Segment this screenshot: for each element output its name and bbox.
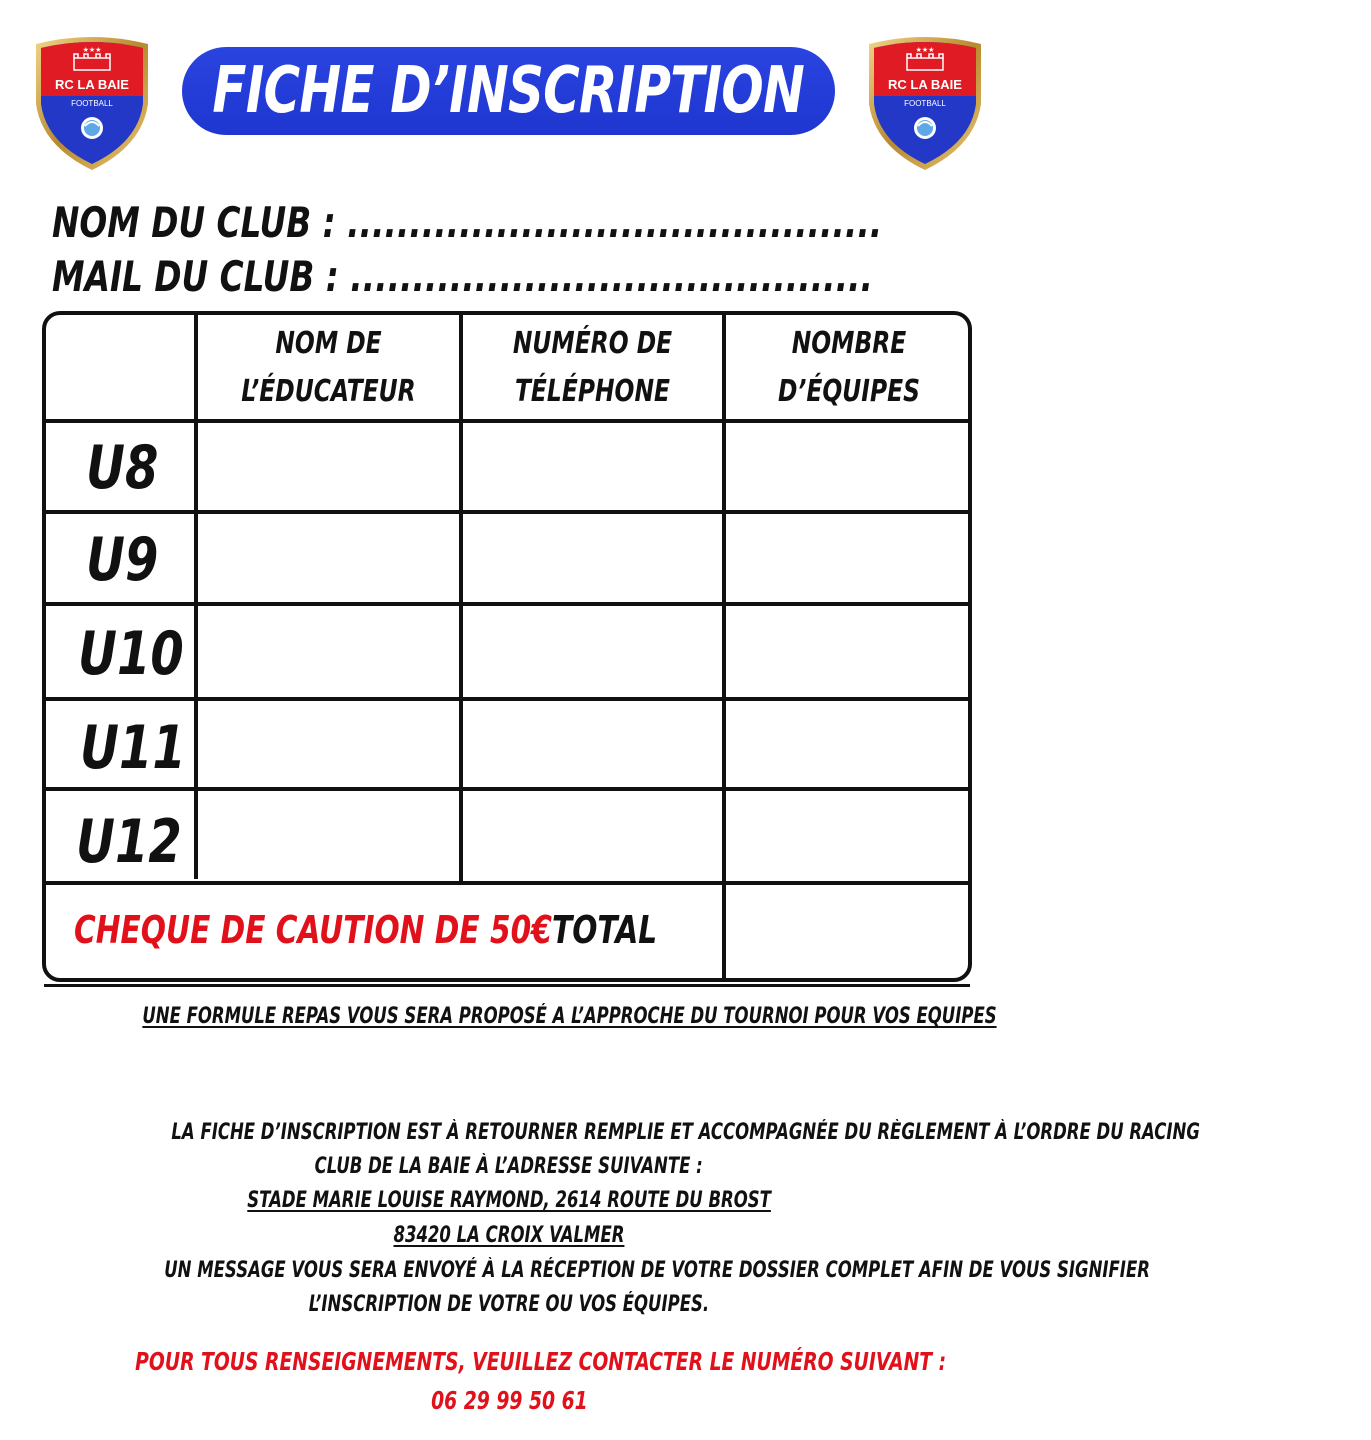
cell-u8-phone[interactable] <box>463 423 722 510</box>
club-mail-field[interactable]: MAIL DU CLUB : .......................................... <box>52 252 873 301</box>
row-label-u11: U11 <box>80 713 186 783</box>
cell-u8-educator[interactable] <box>198 423 459 510</box>
message-note-line-1: UN MESSAGE VOUS SERA ENVOYÉ À LA RÉCEPTION DE VOTRE DOSSIER COMPLET AFIN DE VOUS SIGNIFIER <box>164 1258 1150 1283</box>
column-header-phone: NUMÉRO DE TÉLÉPHONE <box>512 326 673 409</box>
title-banner <box>182 47 835 135</box>
meal-note: UNE FORMULE REPAS VOUS SERA PROPOSÉ A L’APPROCHE DU TOURNOI POUR VOS EQUIPES <box>142 1004 997 1029</box>
cell-u12-phone[interactable] <box>463 791 722 881</box>
contact-phone[interactable]: 06 29 99 50 61 <box>430 1386 588 1415</box>
cell-u10-educator[interactable] <box>198 606 459 697</box>
club-logo-right <box>863 34 987 172</box>
club-logo-left <box>30 34 154 172</box>
cell-u8-teams[interactable] <box>726 423 970 510</box>
cell-u11-teams[interactable] <box>726 701 970 787</box>
cell-u12-teams[interactable] <box>726 791 970 881</box>
contact-note: POUR TOUS RENSEIGNEMENTS, VEUILLEZ CONTACTER LE NUMÉRO SUIVANT : <box>135 1347 947 1376</box>
message-note-line-2: L’INSCRIPTION DE VOTRE OU VOS ÉQUIPES. <box>308 1292 710 1317</box>
row-label-u9: U9 <box>86 525 159 595</box>
address-line-1: STADE MARIE LOUISE RAYMOND, 2614 ROUTE DU BROST <box>247 1188 771 1213</box>
column-header-educator: NOM DE L’ÉDUCATEUR <box>241 326 416 409</box>
logo-stars: ★★★ <box>915 46 935 54</box>
row-label-u12: U12 <box>76 807 182 877</box>
cell-u9-educator[interactable] <box>198 514 459 602</box>
cell-u9-phone[interactable] <box>463 514 722 602</box>
return-note-line-2: CLUB DE LA BAIE À L’ADRESSE SUIVANTE : <box>314 1154 704 1179</box>
row-label-u10: U10 <box>78 619 184 689</box>
logo-text-sub: FOOTBALL <box>904 99 946 108</box>
cell-u11-educator[interactable] <box>198 701 459 787</box>
cell-u11-phone[interactable] <box>463 701 722 787</box>
logo-text-sub: FOOTBALL <box>71 99 113 108</box>
logo-stars: ★★★ <box>82 46 102 54</box>
row-label-u8: U8 <box>86 433 159 503</box>
cell-u10-phone[interactable] <box>463 606 722 697</box>
logo-text-main: RC LA BAIE <box>55 77 129 92</box>
cell-u12-educator[interactable] <box>198 791 459 881</box>
column-header-teams: NOMBRE D’ÉQUIPES <box>778 326 920 409</box>
total-label: TOTAL <box>552 908 658 952</box>
address-line-2: 83420 LA CROIX VALMER <box>393 1223 625 1248</box>
cell-total[interactable] <box>726 885 970 978</box>
cell-u9-teams[interactable] <box>726 514 970 602</box>
return-note-line-1: LA FICHE D’INSCRIPTION EST À RETOURNER REMPLIE ET ACCOMPAGNÉE DU RÈGLEMENT À L’ORDRE DU RACING <box>171 1120 1200 1145</box>
deposit-label: CHEQUE DE CAUTION DE 50€ <box>74 908 552 952</box>
cell-u10-teams[interactable] <box>726 606 970 697</box>
page-title: FICHE D’INSCRIPTION <box>212 54 805 128</box>
table-bottom-rule <box>44 984 970 987</box>
club-name-field[interactable]: NOM DU CLUB : ........................................... <box>52 198 883 247</box>
logo-text-main: RC LA BAIE <box>888 77 962 92</box>
